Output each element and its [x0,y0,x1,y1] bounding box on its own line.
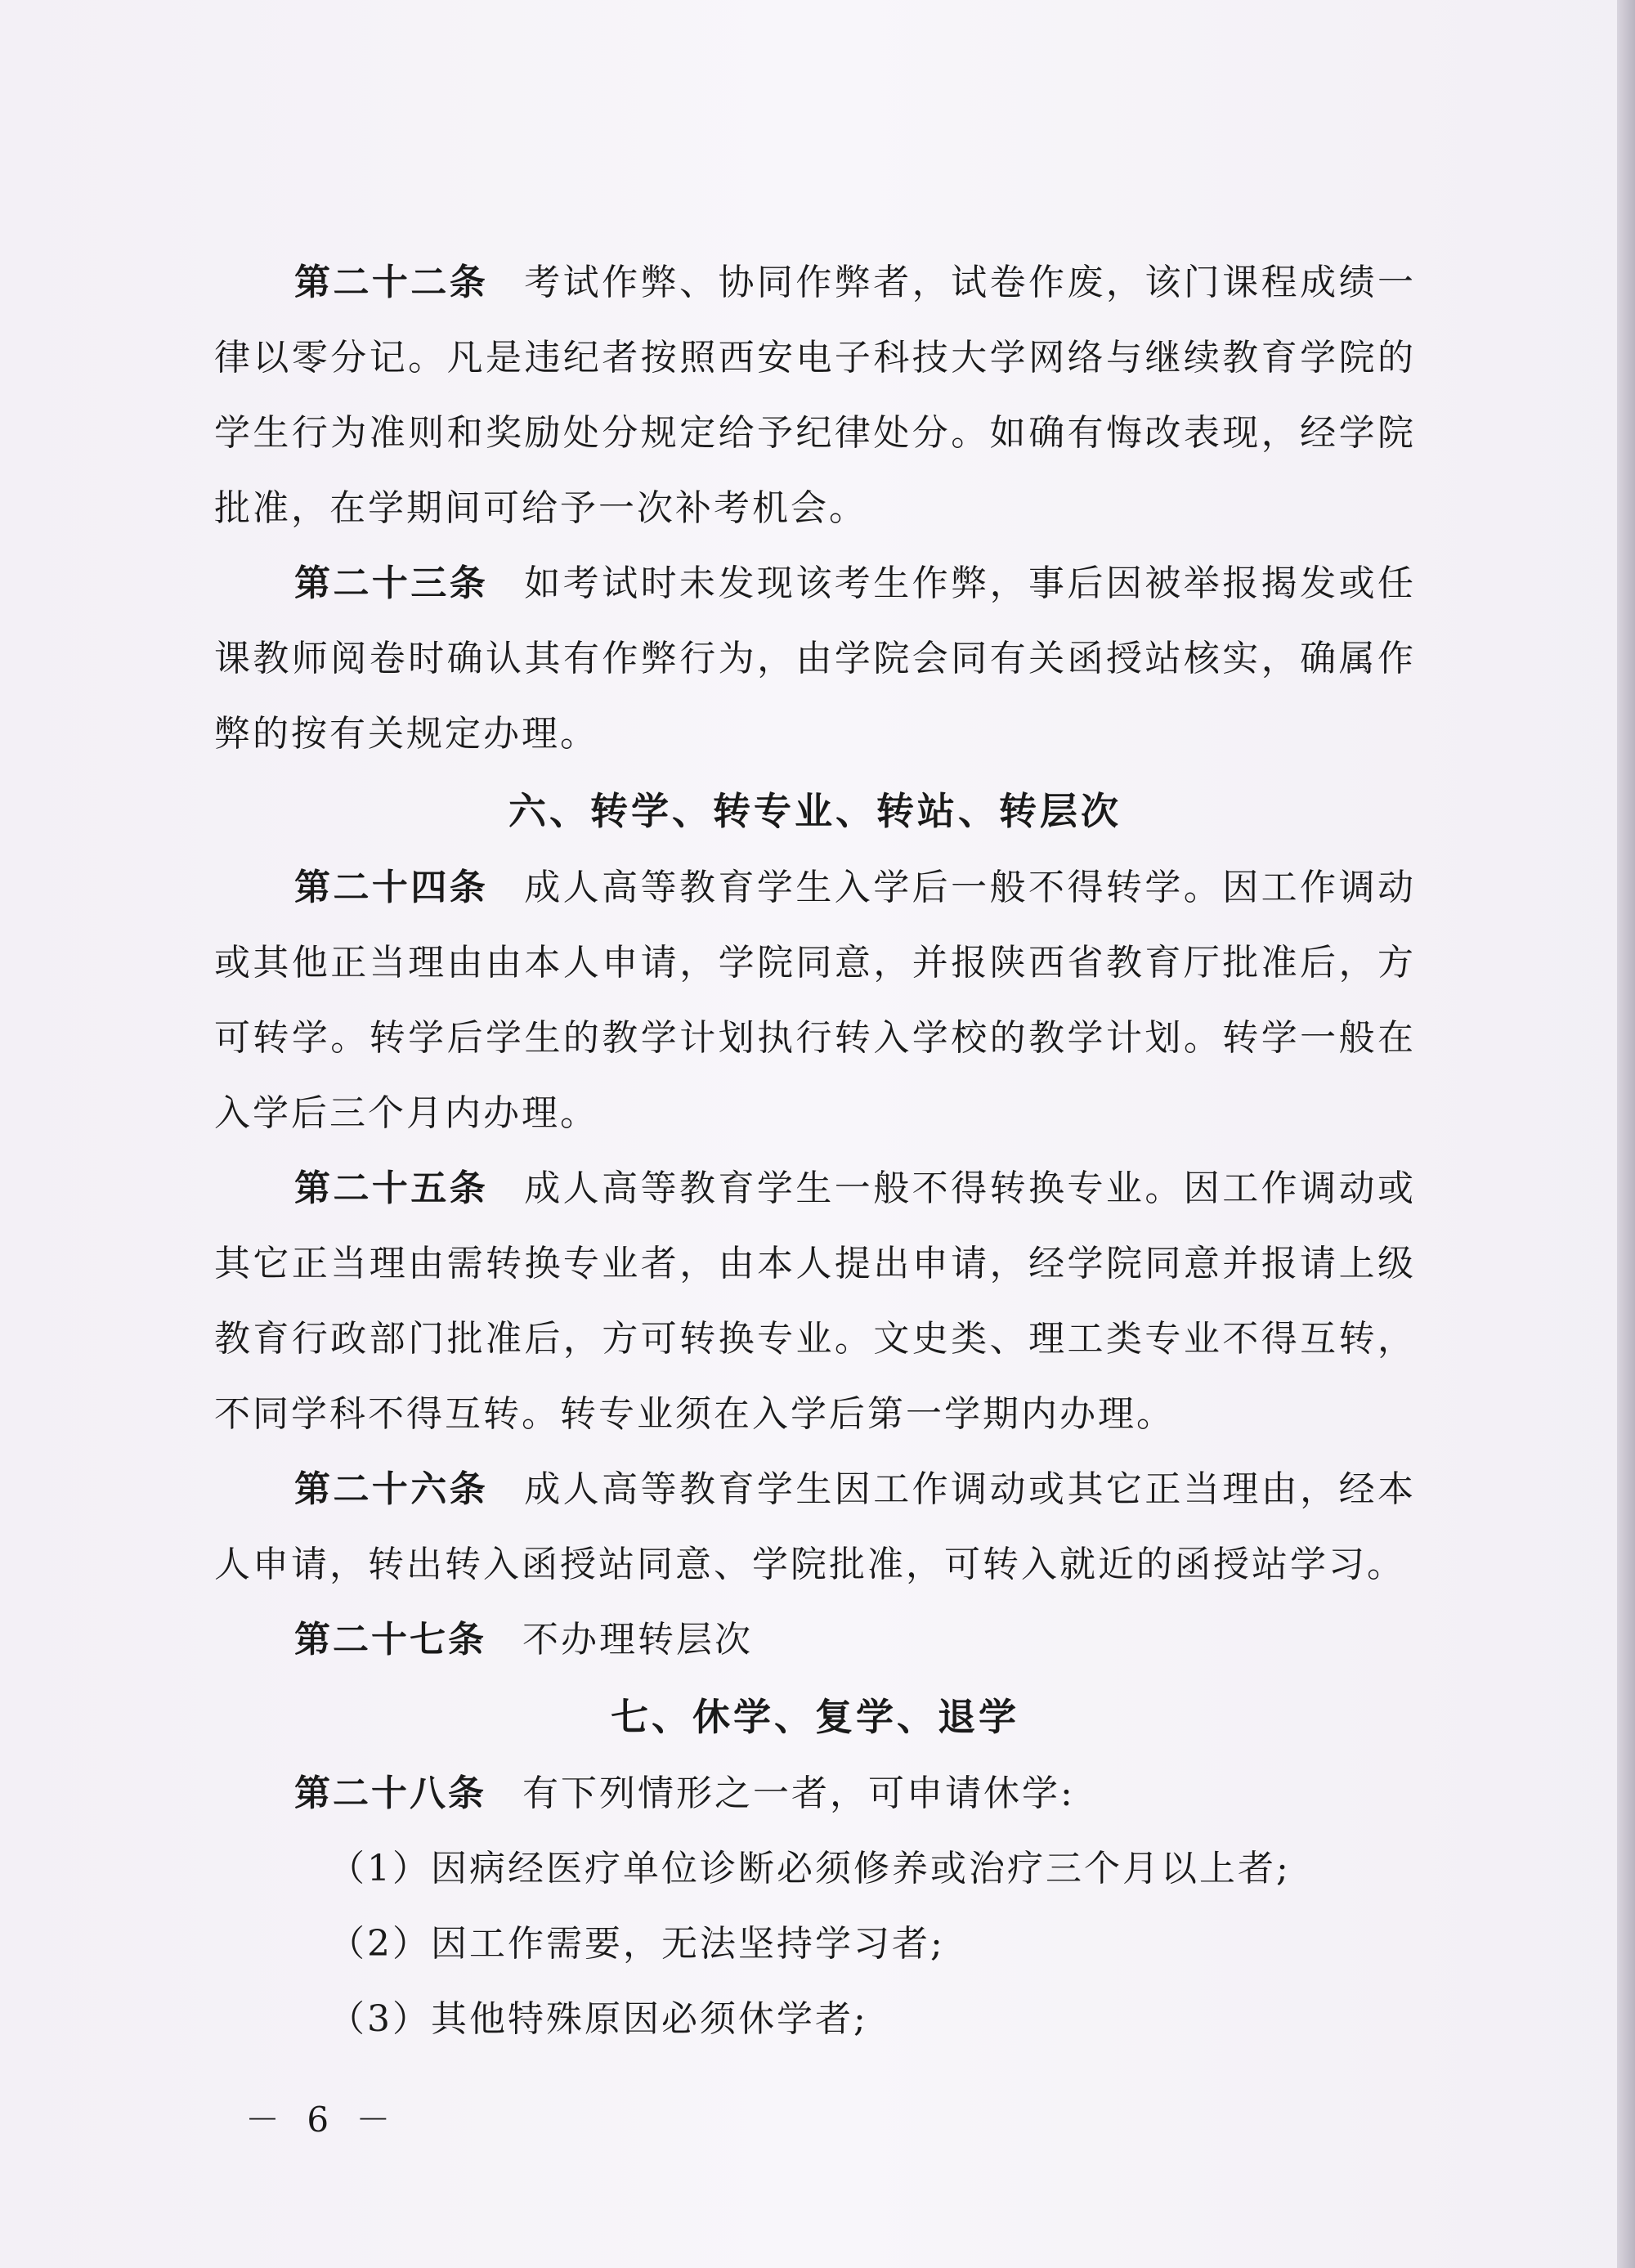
article-27 [214,1602,1416,1678]
article-text: 如考试时未发现该考生作弊，事后因被举报揭发或任课教师阅卷时确认其有作弊行为，由学院会同有关函授站核实，确属作弊的按有关规定办理。 [214,563,1417,755]
article-label: 第二十二条 [294,262,489,303]
section-heading-6: 六、转学、转专业、转站、转层次 [508,789,1122,833]
article-24 [214,850,1416,1151]
article-label: 第二十八条 [294,1773,486,1814]
article-label: 第二十六条 [294,1468,489,1510]
list-item: （2）因工作需要，无法坚持学习者; [329,1923,945,1965]
article-25 [214,1151,1416,1452]
section-heading-7: 七、休学、复学、退学 [611,1695,1019,1739]
document-body [214,245,1416,2057]
article-label: 第二十七条 [294,1619,486,1661]
article-text: 考试作弊、协同作弊者，试卷作废，该门课程成绩一律以零分记。凡是违纪者按照西安电子科技大学网络与继续教育学院的学生行为准则和奖励处分规定给予纪律处分。如确有悔改表现，经学院批准，在学期间可给予一次补考机会。 [214,262,1417,529]
article-text: 成人高等教育学生因工作调动或其它正当理由，经本人申请，转出转入函授站同意、学院批准，可转入就近的函授站学习。 [214,1468,1417,1585]
list-item: （1）因病经医疗单位诊断必须修养或治疗三个月以上者; [329,1848,1291,1889]
article-28 [214,1756,1416,1831]
article-26 [214,1452,1416,1602]
list-item: （3）其他特殊原因必须休学者; [329,1998,868,2040]
article-22 [214,245,1416,546]
article-23 [214,546,1416,772]
article-text: 不办理转层次 [522,1619,753,1661]
article-label: 第二十三条 [294,563,489,604]
page-number: － 6 － [245,2100,399,2140]
article-text: 有下列情形之一者，可申请休学: [522,1773,1075,1814]
article-label: 第二十五条 [294,1168,489,1209]
page-edge-shadow [1617,0,1635,2268]
article-text: 成人高等教育学生入学后一般不得转学。因工作调动或其他正当理由由本人申请，学院同意，并报陕西省教育厅批准后，方可转学。转学后学生的教学计划执行转入学校的教学计划。转学一般在入学后三个月内办理。 [214,867,1417,1134]
article-text: 成人高等教育学生一般不得转换专业。因工作调动或其它正当理由需转换专业者，由本人提出申请，经学院同意并报请上级教育行政部门批准后，方可转换专业。文史类、理工类专业不得互转，不同学科不得互转。转专业须在入学后第一学期内办理。 [214,1168,1417,1435]
article-label: 第二十四条 [294,867,489,908]
